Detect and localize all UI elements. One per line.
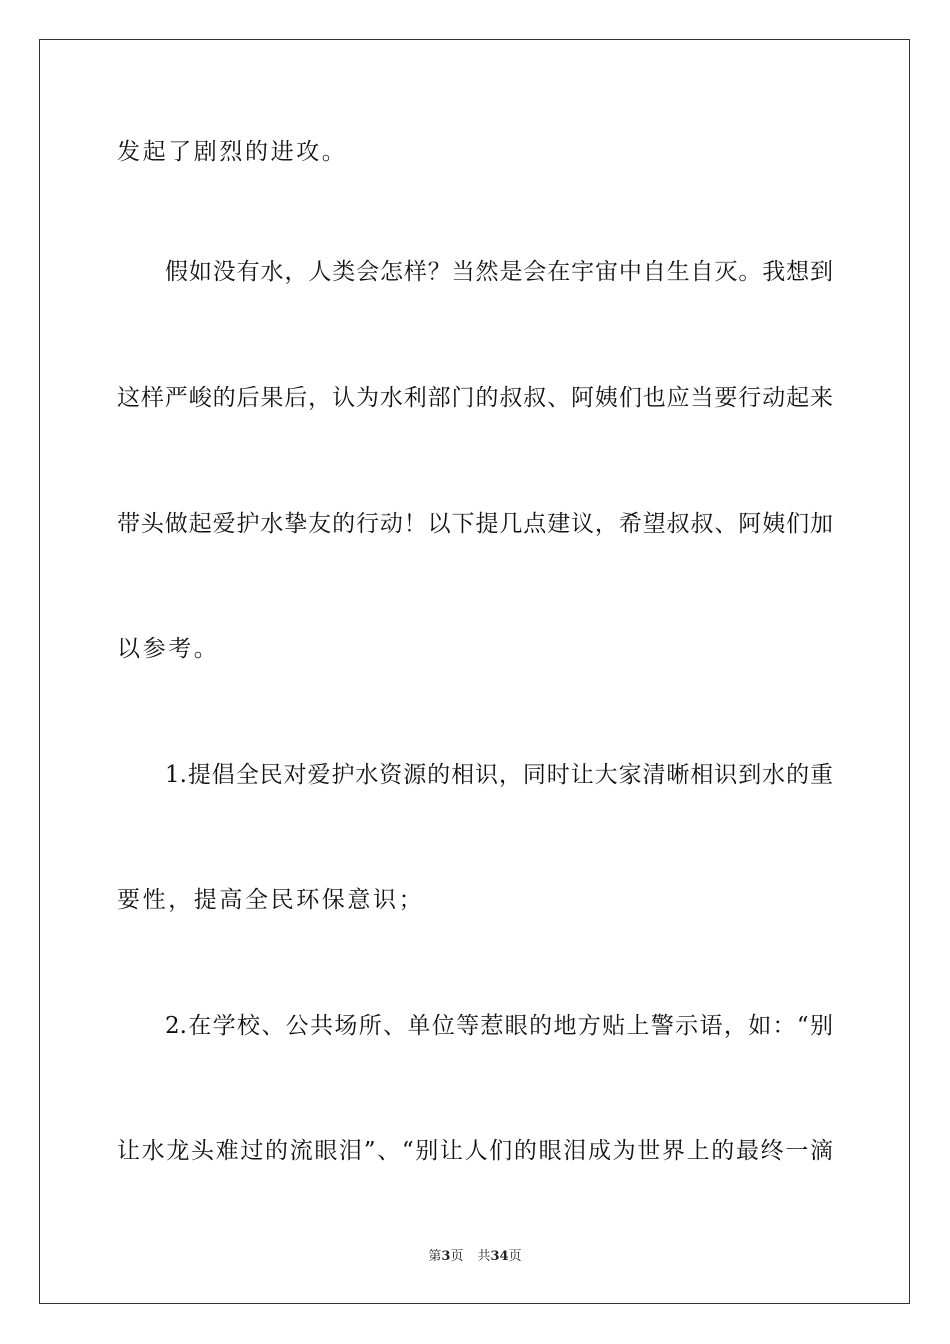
page-number: 3 bbox=[441, 1249, 451, 1264]
page-suffix: 页 bbox=[450, 1249, 464, 1264]
body-line-5: 以参考。 bbox=[117, 636, 220, 662]
body-line-4: 带头做起爱护水挚友的行动！以下提几点建议，希望叔叔、阿姨们加 bbox=[117, 511, 833, 537]
page-footer bbox=[0, 1248, 950, 1266]
body-line-1: 发起了剧烈的进攻。 bbox=[117, 139, 348, 165]
total-prefix: 共 bbox=[477, 1249, 491, 1264]
body-line-2: 假如没有水，人类会怎样？当然是会在宇宙中自生自灭。我想到 bbox=[165, 259, 833, 285]
body-line-6: 1.提倡全民对爱护水资源的相识，同时让大家清晰相识到水的重 bbox=[165, 762, 833, 788]
body-line-3: 这样严峻的后果后，认为水利部门的叔叔、阿姨们也应当要行动起来 bbox=[117, 385, 833, 411]
page-border bbox=[39, 39, 910, 1304]
body-line-8: 2.在学校、公共场所、单位等惹眼的地方贴上警示语，如：“别 bbox=[165, 1013, 833, 1039]
page-prefix: 第 bbox=[428, 1249, 442, 1264]
total-suffix: 页 bbox=[508, 1249, 522, 1264]
body-line-9: 让水龙头难过的流眼泪”、“别让人们的眼泪成为世界上的最终一滴 bbox=[117, 1138, 833, 1164]
body-line-7: 要性，提高全民环保意识； bbox=[117, 887, 425, 913]
total-pages: 34 bbox=[490, 1249, 509, 1264]
